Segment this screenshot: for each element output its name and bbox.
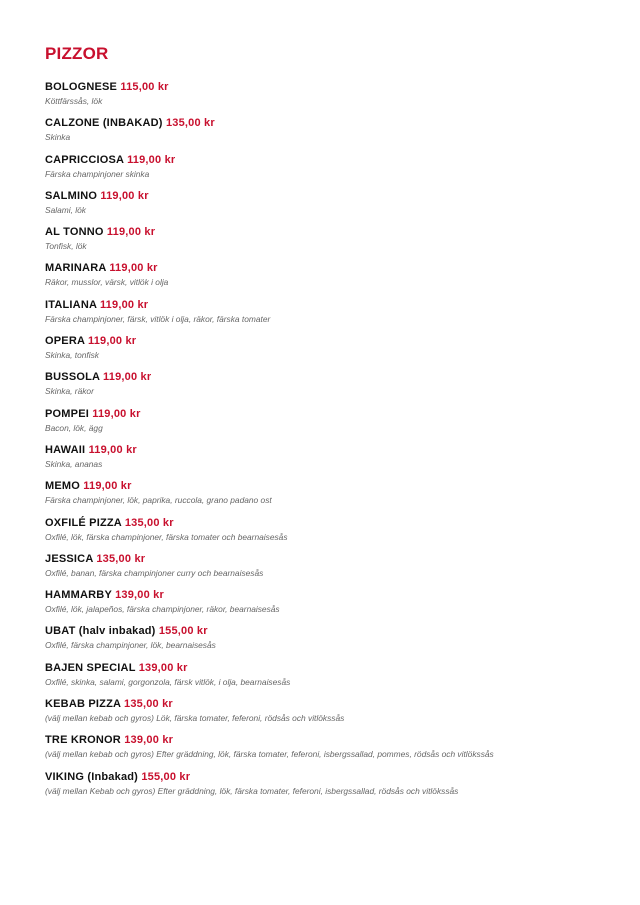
menu-item-price: 119,00 kr — [99, 298, 149, 311]
menu-item-price: 139,00 kr — [124, 734, 174, 747]
menu-item-price: 135,00 kr — [124, 516, 174, 529]
menu-item-price: 119,00 kr — [88, 443, 137, 456]
menu-item-heading — [45, 588, 494, 602]
menu-item-heading — [45, 733, 494, 747]
menu-item-description: (välj mellan Kebab och gyros) Efter gräddning, lök, färska tomater, feferoni, isbergssallad, rödsås och vitlökssås — [45, 785, 459, 796]
menu-item-description: Skinka, tonfisk — [45, 350, 99, 361]
menu-item-name: KEBAB PIZZA — [45, 698, 121, 711]
menu-item-name: BOLOGNESE — [45, 81, 118, 93]
menu-item-heading — [45, 407, 494, 421]
menu-item-description: Tonfisk, lök — [45, 241, 87, 252]
menu-item — [45, 770, 494, 806]
menu-item-price: 155,00 kr — [141, 770, 191, 783]
menu-item-name: TRE KRONOR — [45, 734, 121, 747]
menu-item-heading — [45, 479, 494, 493]
menu-item-name: MARINARA — [45, 262, 107, 275]
menu-item-name: ITALIANA — [45, 298, 97, 311]
menu-item — [45, 516, 494, 552]
menu-item-name: POMPEI — [45, 407, 89, 420]
menu-item-price: 139,00 kr — [115, 589, 164, 602]
menu-item — [45, 153, 494, 189]
menu-item — [45, 733, 494, 769]
menu-item-price: 135,00 kr — [96, 552, 146, 565]
menu-item-heading — [45, 697, 494, 711]
menu-item-heading — [45, 80, 494, 94]
menu-item-description: Oxfilé, banan, färska champinjoner curry och bearnaisesås — [45, 567, 264, 578]
menu-item-description: (välj mellan kebab och gyros) Lök, färska tomater, feferoni, rödsås och vitlökssås — [45, 713, 345, 724]
menu-item-name: OPERA — [45, 335, 85, 348]
section-title: PIZZOR — [45, 44, 109, 63]
menu-item-name: CAPRICCIOSA — [45, 153, 124, 166]
menu-item-description: Salami, lök — [45, 204, 86, 215]
menu-item-price: 119,00 kr — [103, 371, 152, 384]
menu-item-price: 135,00 kr — [124, 698, 173, 711]
menu-item-price: 119,00 kr — [92, 407, 141, 420]
menu-item-description: Oxfilé, lök, färska champinjoner, färska tomater och bearnaisesås — [45, 531, 288, 542]
menu-item-heading — [45, 661, 494, 675]
menu-item-description: Färska champinjoner skinka — [45, 168, 150, 179]
menu-item-description: Oxfilé, lök, jalapeños, färska champinjoner, räkor, bearnaisesås — [45, 604, 280, 615]
menu-item — [45, 225, 494, 261]
menu-item-description: Färska champinjoner, färsk, vitlök i olja, räkor, färska tomater — [45, 313, 271, 324]
menu-item — [45, 80, 494, 116]
menu-item-description: (välj mellan kebab och gyros) Efter gräddning, lök, färska tomater, feferoni, isbergssallad, pommes, rödsås och vitlökssås — [45, 749, 494, 760]
menu-list — [45, 80, 494, 806]
menu-item-name: MEMO — [45, 480, 81, 493]
menu-item-name: HAWAII — [45, 443, 86, 456]
menu-item-heading — [45, 225, 494, 239]
menu-item-name: CALZONE (INBAKAD) — [45, 117, 163, 130]
menu-item-price: 139,00 kr — [138, 661, 188, 674]
menu-item-heading — [45, 116, 494, 130]
menu-item-name: VIKING (Inbakad) — [45, 770, 139, 783]
menu-item-description: Skinka — [45, 132, 71, 143]
menu-item-name: SALMINO — [45, 189, 98, 202]
menu-item-description: Köttfärssås, lök — [45, 96, 103, 106]
menu-item-name: BUSSOLA — [45, 371, 100, 384]
menu-item-price: 119,00 kr — [100, 189, 149, 202]
menu-item-name: AL TONNO — [45, 226, 104, 239]
menu-item-description: Skinka, räkor — [45, 386, 94, 397]
menu-item-heading — [45, 516, 494, 530]
menu-item — [45, 552, 494, 588]
menu-item-heading — [45, 153, 494, 167]
menu-item-description: Färska champinjoner, lök, paprika, ruccola, grano padano ost — [45, 495, 272, 506]
menu-item-price: 119,00 kr — [109, 262, 158, 275]
menu-item — [45, 334, 494, 370]
menu-item-price: 119,00 kr — [87, 335, 137, 348]
menu-item-name: HAMMARBY — [45, 589, 112, 602]
menu-item-heading — [45, 298, 494, 312]
menu-item-heading — [45, 770, 494, 784]
menu-item-price: 135,00 kr — [165, 117, 215, 130]
menu-item-heading — [45, 370, 494, 384]
menu-item-heading — [45, 443, 494, 457]
menu-item — [45, 479, 494, 515]
menu-item-name: JESSICA — [45, 552, 94, 565]
menu-item — [45, 298, 494, 334]
menu-item-price: 155,00 kr — [158, 625, 208, 638]
menu-item-description: Räkor, musslor, värsk, vitlök i olja — [45, 277, 169, 288]
menu-item-name: BAJEN SPECIAL — [45, 661, 136, 674]
menu-item — [45, 661, 494, 697]
menu-item-heading — [45, 261, 494, 275]
menu-item — [45, 189, 494, 225]
menu-item-name: UBAT (halv inbakad) — [45, 625, 156, 638]
menu-item — [45, 697, 494, 733]
menu-item — [45, 261, 494, 297]
menu-item — [45, 588, 494, 624]
menu-item — [45, 443, 494, 479]
menu-item-heading — [45, 189, 494, 203]
menu-item-heading — [45, 552, 494, 566]
menu-item-description: Oxfilé, skinka, salami, gorgonzola, färsk vitlök, i olja, bearnaisesås — [45, 676, 291, 687]
menu-item-heading — [45, 334, 494, 348]
menu-item-price: 119,00 kr — [83, 480, 132, 493]
menu-item-price: 115,00 kr — [120, 81, 169, 93]
menu-item — [45, 370, 494, 406]
menu-item — [45, 624, 494, 660]
menu-item — [45, 407, 494, 443]
menu-item-description: Oxfilé, färska champinjoner, lök, bearnaisesås — [45, 640, 216, 651]
menu-item-price: 119,00 kr — [106, 226, 156, 239]
menu-item-price: 119,00 kr — [127, 153, 176, 166]
menu-item-name: OXFILÉ PIZZA — [45, 516, 122, 529]
menu-item-description: Bacon, lök, ägg — [45, 422, 103, 433]
menu-item-description: Skinka, ananas — [45, 458, 103, 469]
menu-item-heading — [45, 624, 494, 638]
menu-item — [45, 116, 494, 152]
